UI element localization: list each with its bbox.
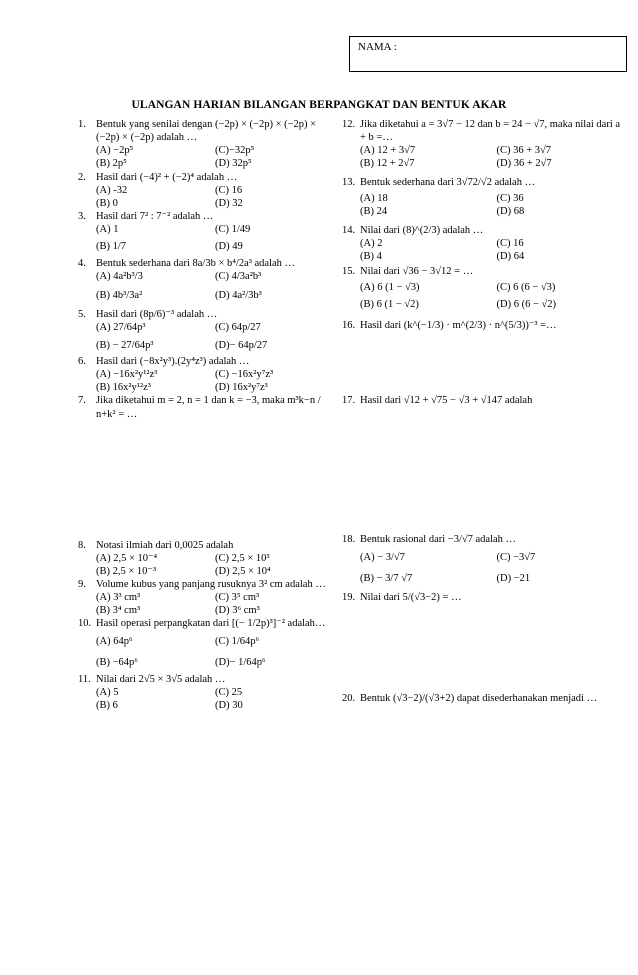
question-11 — [78, 673, 328, 712]
left-column — [78, 118, 328, 712]
question-text: Hasil dari (8p/6)⁻³ adalah … — [96, 308, 218, 320]
option-d: (D) 32p⁵ — [215, 158, 252, 170]
question-text: Volume kubus yang panjang rusuknya 3² cm adalah … — [96, 579, 326, 590]
right-column — [342, 118, 627, 706]
question-6 — [78, 355, 328, 394]
question-text: Hasil dari (−4)² + (−2)⁴ adalah … — [96, 171, 238, 183]
option-a: (A) − 3/√7 — [360, 552, 405, 563]
question-text: Bentuk sederhana dari 3√72/√2 adalah … — [360, 176, 536, 188]
option-b: (B) 4b³/3a² — [96, 289, 143, 301]
option-c: (C) 2,5 × 10³ — [215, 552, 270, 564]
question-number: 20. — [342, 693, 356, 705]
option-c: (C) −16x²y⁷z³ — [215, 369, 274, 381]
question-number: 12. — [342, 119, 356, 130]
question-text: Jika diketahui m = 2, n = 1 dan k = −3, maka m³k−n / n+k² = … — [96, 395, 321, 420]
question-1 — [78, 118, 328, 171]
option-c: (C) 25 — [215, 686, 243, 698]
question-18 — [342, 533, 627, 585]
question-number: 13. — [342, 176, 356, 188]
question-12 — [342, 118, 627, 171]
option-a: (A) 4a²b³/3 — [96, 271, 143, 283]
page-title: ULANGAN HARIAN BILANGAN BERPANGKAT DAN BENTUK AKAR — [131, 99, 507, 111]
option-d: (D) 49 — [215, 241, 243, 253]
option-a: (A) 6 (1 − √3) — [360, 282, 420, 294]
option-b: (B) 1/7 — [96, 241, 127, 253]
option-a: (A) 2,5 × 10⁻⁴ — [96, 552, 158, 564]
option-b: (B) 24 — [360, 205, 388, 217]
option-a: (A) 1 — [96, 224, 119, 235]
option-b: (B) − 27/64p³ — [96, 339, 154, 351]
question-8 — [78, 539, 328, 578]
option-d: (D) 2,5 × 10⁴ — [215, 565, 271, 577]
option-c: (C) 36 + 3√7 — [496, 145, 552, 157]
question-number: 2. — [78, 171, 86, 183]
question-19 — [342, 591, 627, 604]
name-label: NAMA : — [358, 41, 397, 53]
option-a: (A) 2 — [360, 238, 383, 249]
question-number: 18. — [342, 533, 356, 545]
option-a: (A) 5 — [96, 686, 119, 698]
option-a: (A) 12 + 3√7 — [360, 145, 416, 157]
option-b: (B) 3⁴ cm³ — [96, 605, 141, 617]
option-a: (A) 64p⁶ — [96, 635, 133, 647]
question-text: Hasil dari √12 + √75 − √3 + √147 adalah — [360, 394, 533, 406]
option-c: (C)−32p⁵ — [215, 145, 255, 157]
option-b: (B) −64p⁶ — [96, 656, 138, 668]
question-16 — [342, 319, 627, 332]
option-a: (A) 18 — [360, 192, 388, 204]
question-13 — [342, 176, 627, 218]
question-text: Bentuk rasional dari −3/√7 adalah … — [360, 533, 517, 545]
question-number: 1. — [78, 119, 86, 130]
question-15 — [342, 265, 627, 310]
option-c: (C) 3⁵ cm³ — [215, 592, 260, 604]
option-d: (D) 68 — [496, 205, 525, 217]
option-b: (B) 2,5 × 10⁻³ — [96, 565, 157, 577]
option-d: (D) 32 — [215, 197, 243, 209]
option-a: (A) −16x²y¹²z³ — [96, 369, 158, 381]
option-d: (D) 36 + 2√7 — [496, 158, 552, 170]
option-d: (D) 4a²/3b³ — [215, 289, 262, 301]
question-text: Hasil dari 7² : 7⁻² adalah … — [96, 210, 214, 222]
option-b: (B) 6 — [96, 700, 118, 711]
option-a: (A) 27/64p³ — [96, 321, 146, 333]
question-text: Bentuk yang senilai dengan (−2p) × (−2p) × (−2p) × (−2p) × (−2p) adalah … — [96, 119, 317, 144]
question-number: 11. — [78, 673, 91, 685]
option-c: (C) 1/49 — [215, 224, 251, 235]
question-number: 10. — [78, 618, 92, 630]
question-text: Notasi ilmiah dari 0,0025 adalah — [96, 539, 234, 551]
question-text: Bentuk sederhana dari 8a/3b × b⁴/2a³ adalah … — [96, 258, 296, 270]
question-5 — [78, 308, 328, 352]
option-d: (D) −21 — [496, 573, 531, 585]
question-number: 3. — [78, 210, 86, 222]
question-text: Bentuk (√3−2)/(√3+2) dapat disederhanakan menjadi … — [360, 693, 598, 705]
question-20 — [342, 692, 627, 705]
question-number: 7. — [78, 395, 86, 407]
question-text: Nilai dari 2√5 × 3√5 adalah … — [96, 673, 226, 685]
option-d: (D)− 1/64p⁶ — [215, 656, 266, 668]
question-text: Jika diketahui a = 3√7 − 12 dan b = 24 − √7, maka nilai dari a + b =… — [360, 119, 621, 144]
option-b: (B) 4 — [360, 251, 382, 263]
question-2 — [78, 171, 328, 210]
option-d: (D) 30 — [215, 700, 243, 711]
question-text: Nilai dari (8)^(2/3) adalah … — [360, 224, 484, 236]
option-b: (B) 12 + 2√7 — [360, 158, 415, 170]
question-10 — [78, 617, 328, 668]
question-text: Hasil dari (k^(−1/3) · m^(2/3) · n^(5/3))⁻³ =… — [360, 319, 557, 331]
option-d: (D) 3⁶ cm³ — [215, 605, 260, 617]
question-number: 14. — [342, 224, 356, 236]
option-c: (C) 16 — [215, 184, 243, 196]
question-text: Nilai dari 5/(√3−2) = … — [360, 592, 462, 604]
option-d: (D)− 64p/27 — [215, 339, 268, 351]
option-a: (A) 3³ cm³ — [96, 592, 141, 604]
question-14 — [342, 224, 627, 263]
question-4 — [78, 257, 328, 301]
option-c: (C) −3√7 — [496, 552, 536, 563]
question-3 — [78, 210, 328, 253]
option-d: (D) 6 (6 − √2) — [496, 298, 557, 310]
question-17 — [342, 394, 627, 407]
question-text: Nilai dari √36 − 3√12 = … — [360, 266, 474, 278]
option-a: (A) −2p⁵ — [96, 145, 134, 157]
option-b: (B) 2p⁵ — [96, 158, 127, 170]
option-b: (B) 0 — [96, 197, 118, 209]
option-b: (B) 6 (1 − √2) — [360, 298, 419, 310]
question-number: 4. — [78, 258, 86, 270]
option-c: (C) 64p/27 — [215, 321, 261, 333]
option-c: (C) 1/64p⁶ — [215, 635, 260, 647]
option-c: (C) 4/3a²b³ — [215, 271, 262, 283]
question-number: 9. — [78, 579, 86, 590]
question-text: Hasil operasi perpangkatan dari [(− 1/2p)³]⁻² adalah… — [96, 618, 326, 630]
question-number: 15. — [342, 266, 356, 278]
option-c: (C) 16 — [496, 238, 524, 249]
question-7 — [78, 394, 328, 420]
option-d: (D) 64 — [496, 251, 525, 263]
question-number: 8. — [78, 539, 86, 551]
question-number: 5. — [78, 308, 86, 320]
option-d: (D) 16x²y⁷z³ — [215, 382, 268, 394]
option-b: (B) 16x²y¹²z³ — [96, 382, 151, 394]
option-a: (A) -32 — [96, 184, 128, 196]
question-number: 6. — [78, 356, 86, 367]
question-text: Hasil dari (−8x²y³).(2y⁴z³) adalah … — [96, 356, 250, 367]
name-field[interactable] — [349, 36, 627, 72]
option-c: (C) 36 — [496, 192, 524, 204]
question-number: 19. — [342, 592, 356, 604]
question-number: 16. — [342, 319, 356, 331]
question-9 — [78, 578, 328, 617]
option-b: (B) − 3/7 √7 — [360, 573, 413, 585]
question-number: 17. — [342, 394, 356, 406]
option-c: (C) 6 (6 − √3) — [496, 282, 556, 294]
